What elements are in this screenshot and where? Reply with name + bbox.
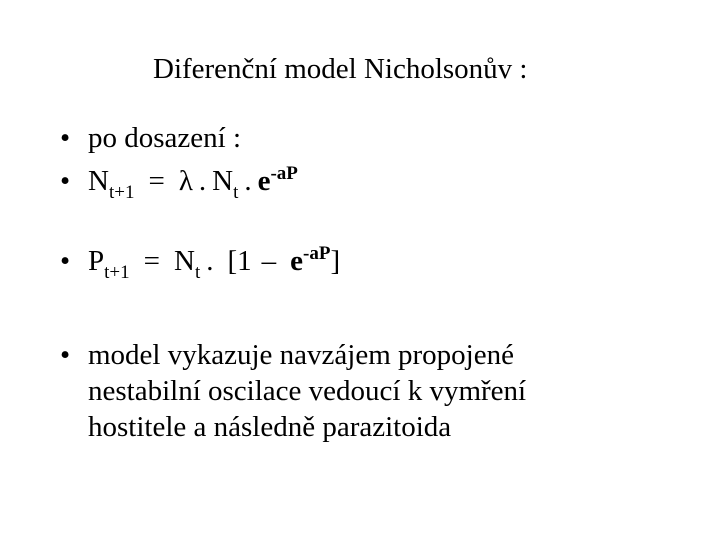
eq-p-subscript: t+1 bbox=[104, 262, 130, 283]
eq-n2-var: N bbox=[212, 165, 234, 197]
bullet-icon: • bbox=[60, 165, 71, 197]
eq-n-var: N bbox=[174, 245, 195, 277]
eq-n2-subscript: t bbox=[233, 182, 239, 203]
bullet-text bbox=[88, 337, 688, 445]
bullet-icon: • bbox=[60, 245, 71, 277]
slide-title: Diferenční model Nicholsonův : bbox=[153, 53, 528, 85]
eq-close-bracket: ] bbox=[330, 245, 341, 277]
eq-open-bracket: [1 bbox=[227, 245, 252, 277]
eq-e: e bbox=[290, 245, 304, 277]
eq-n-subscript: t bbox=[194, 262, 201, 283]
bullet-text: po dosazení : bbox=[88, 122, 242, 154]
eq-dot: . bbox=[198, 165, 207, 197]
equation-p bbox=[88, 243, 341, 283]
eq-p-var: P bbox=[88, 245, 105, 277]
eq-lambda: λ bbox=[178, 165, 193, 197]
eq-equals: = bbox=[143, 245, 160, 277]
eq-dot: . bbox=[206, 245, 214, 277]
bullet-text-line: model vykazuje navzájem propojené bbox=[88, 339, 514, 371]
bullet-icon: • bbox=[60, 122, 71, 154]
eq-dot: . bbox=[244, 165, 252, 197]
eq-exponent: -aP bbox=[270, 163, 298, 184]
bullet-icon: • bbox=[60, 339, 71, 371]
eq-n-var: N bbox=[88, 165, 109, 197]
bullet-text-line: nestabilní oscilace vedoucí k vymření bbox=[88, 375, 527, 407]
eq-equals: = bbox=[148, 165, 165, 197]
equation-n bbox=[88, 163, 298, 203]
eq-e: e bbox=[257, 165, 271, 197]
eq-n-subscript: t+1 bbox=[108, 182, 135, 203]
eq-exponent: -aP bbox=[303, 243, 331, 264]
eq-minus: – bbox=[261, 245, 277, 277]
bullet-text-line: hostitele a následně parazitoida bbox=[88, 411, 452, 443]
